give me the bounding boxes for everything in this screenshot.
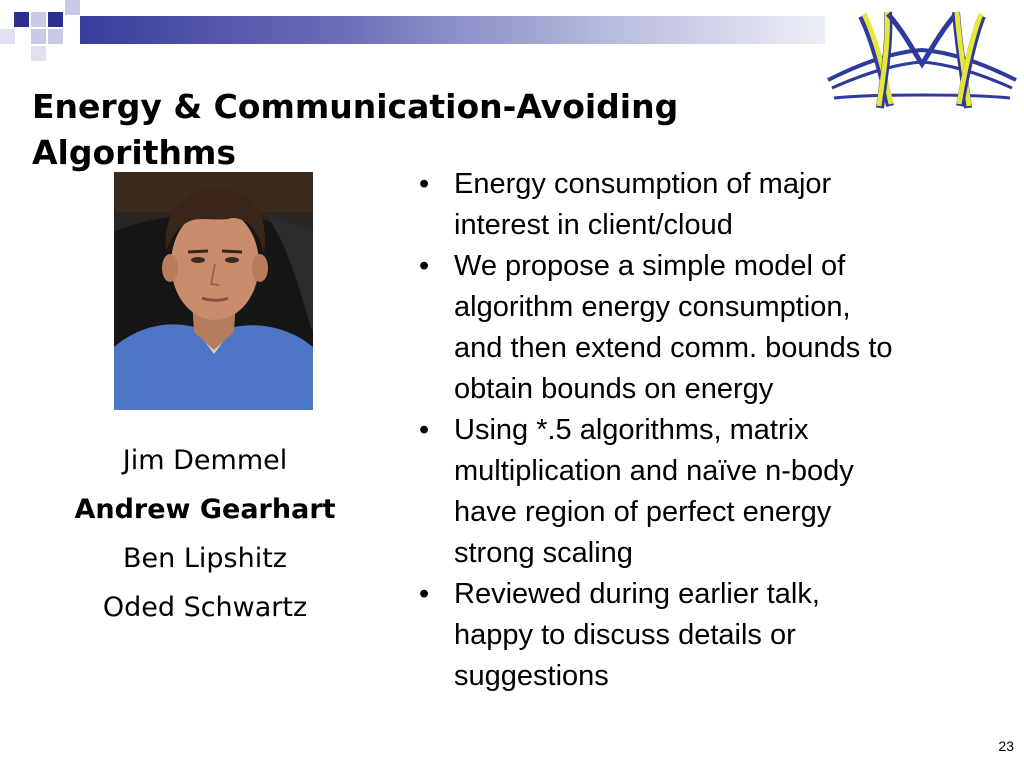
bullet-line: happy to discuss details or [454, 619, 796, 651]
bullet-line: Using *.5 algorithms, matrix [454, 414, 809, 446]
author-name: Ben Lipshitz [123, 543, 287, 574]
deco-square [0, 29, 15, 44]
slide-title [32, 84, 792, 176]
header-gradient-bar [80, 16, 825, 44]
deco-square [48, 29, 63, 44]
deco-square [65, 0, 80, 15]
deco-square [14, 12, 29, 27]
bullet-icon: • [419, 168, 430, 200]
bullet-line: strong scaling [454, 537, 633, 569]
bullet-line: multiplication and naïve n-body [454, 455, 854, 487]
deco-square [31, 29, 46, 44]
bullet-line: suggestions [454, 660, 609, 692]
author-name-highlighted: Andrew Gearhart [74, 494, 336, 525]
author-list [40, 436, 370, 632]
bullet-line: interest in client/cloud [454, 209, 733, 241]
bullet-line: have region of perfect energy [454, 496, 832, 528]
bullet-list [413, 164, 993, 697]
bridge-logo [824, 2, 1020, 118]
slide-title-line: Energy & Communication-Avoiding [32, 87, 679, 126]
bullet-item [413, 574, 993, 697]
bullet-line: Energy consumption of major [454, 168, 832, 200]
deco-square [48, 12, 63, 27]
bullet-line: obtain bounds on energy [454, 373, 774, 405]
author-name: Jim Demmel [122, 445, 288, 476]
bullet-line: and then extend comm. bounds to [454, 332, 893, 364]
bullet-line: We propose a simple model of [454, 250, 846, 282]
bullet-item [413, 410, 993, 574]
author-name: Oded Schwartz [102, 592, 308, 623]
author-photo [114, 172, 313, 410]
deco-square [31, 12, 46, 27]
slide-title-line: Algorithms [32, 133, 237, 172]
bullet-icon: • [419, 250, 430, 282]
bullet-icon: • [419, 414, 430, 446]
deco-square [31, 46, 46, 61]
bullet-item [413, 164, 993, 246]
bullet-line: Reviewed during earlier talk, [454, 578, 820, 610]
header-decoration [0, 0, 830, 60]
page-number: 23 [998, 738, 1014, 754]
bullet-item [413, 246, 993, 410]
bullet-icon: • [419, 578, 430, 610]
bullet-line: algorithm energy consumption, [454, 291, 851, 323]
